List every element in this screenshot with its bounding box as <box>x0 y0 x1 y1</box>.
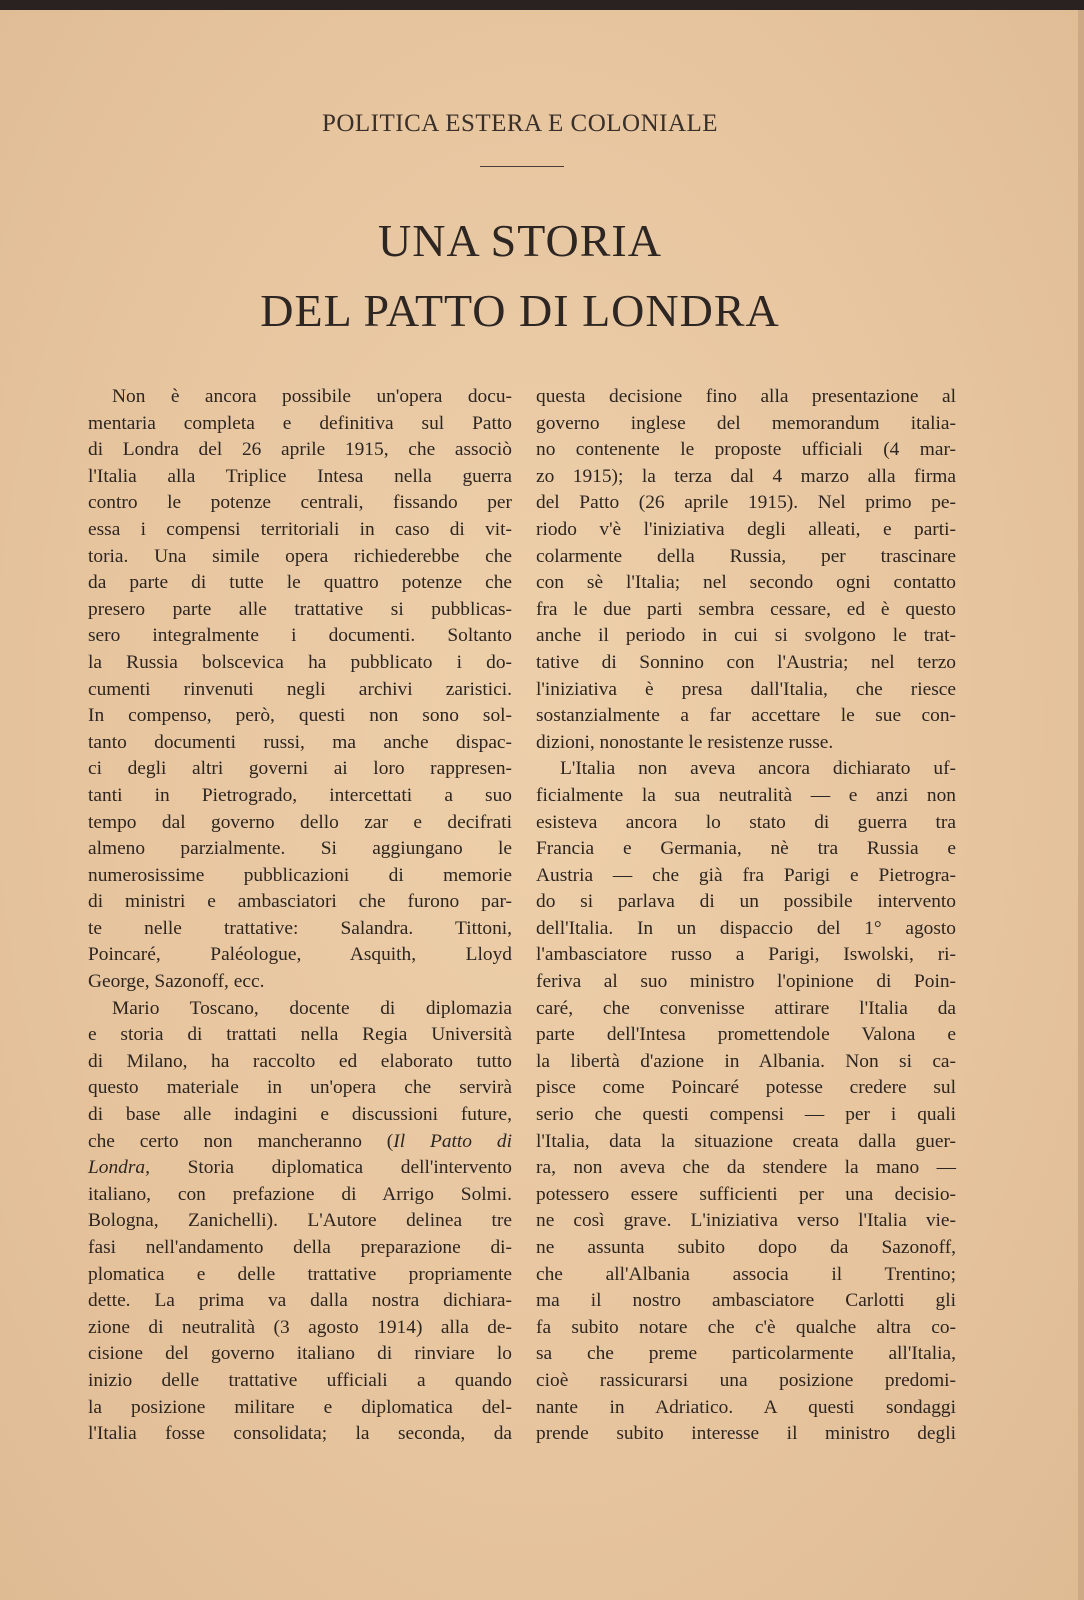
text-line: ne assunta subito dopo da Sazonoff, <box>536 1237 956 1258</box>
text-line: In compenso, però, questi non sono sol- <box>88 705 512 727</box>
text-line: colarmente della Russia, per trascinare <box>536 545 956 567</box>
text-line: mentaria completa e definitiva sul Patto <box>88 412 512 434</box>
text-line: cioè rassicurarsi una posizione predomi- <box>536 1369 956 1391</box>
text-line: prende subito interesse il ministro degli <box>536 1423 956 1445</box>
article-title-line-1: UNA STORIA <box>378 215 662 266</box>
text-line: esisteva ancora lo stato di guerra tra <box>536 811 956 833</box>
text-line: feriva al suo ministro l'opinione di Poin- <box>536 971 956 993</box>
text-line: cisione del governo italiano di rinviare lo <box>88 1343 512 1365</box>
text-line: dell'Italia. In un dispaccio del 1° agosto <box>536 917 956 939</box>
text-line: che all'Albania associa il Trentino; <box>536 1263 956 1285</box>
text-line: contro le potenze centrali, fissando per <box>88 492 512 514</box>
text-line: fa subito notare che c'è qualche altra co- <box>536 1316 956 1338</box>
text-line: fasi nell'andamento della preparazione di- <box>88 1237 512 1258</box>
text-line: no contenente le proposte ufficiali (4 mar- <box>536 439 956 461</box>
text-line: sero integralmente i documenti. Soltanto <box>88 625 512 647</box>
text-line <box>88 1155 512 1182</box>
text-line: con sè l'Italia; nel secondo ogni contatto <box>536 572 956 594</box>
text-line: l'ambasciatore russo a Parigi, Iswolski, ri- <box>536 944 956 966</box>
text-line: numerosissime pubblicazioni di memorie <box>88 864 512 886</box>
text-line: di ministri e ambasciatori che furono par- <box>88 891 512 913</box>
text-line: fra le due parti sembra cessare, ed è questo <box>536 598 956 620</box>
text-line: Austria — che già fra Parigi e Pietrogra- <box>536 864 956 886</box>
text-line: toria. Una simile opera richiederebbe che <box>88 545 512 567</box>
text-line: del Patto (26 aprile 1915). Nel primo pe- <box>536 492 956 514</box>
text-line: la libertà d'azione in Albania. Non si ca- <box>536 1050 956 1072</box>
book-title-italic: Il Patto di <box>393 1130 512 1152</box>
text-line: riodo v'è l'iniziativa degli alleati, e parti- <box>536 518 956 540</box>
text-line: tanto documenti russi, ma anche dispac- <box>88 731 512 753</box>
text-line: dizioni, nonostante le resistenze russe. <box>536 731 834 753</box>
text-line: dette. La prima va dalla nostra dichiara- <box>88 1290 512 1312</box>
text-line: George, Sazonoff, ecc. <box>88 971 265 993</box>
text-line: tanti in Pietrogrado, intercettati a suo <box>88 784 512 806</box>
text-fragment: che certo non mancheranno ( <box>88 1130 394 1152</box>
text-line: pisce come Poincaré potesse credere sul <box>536 1077 956 1099</box>
page-edge <box>1078 10 1084 1600</box>
text-line: almeno parzialmente. Si aggiungano le <box>88 838 512 860</box>
text-line: serio che questi compensi — per i quali <box>536 1104 956 1126</box>
document-page <box>0 10 1078 1600</box>
text-line: l'Italia, data la situazione creata dalla guer- <box>536 1130 956 1152</box>
section-heading: POLITICA ESTERA E COLONIALE <box>321 110 719 137</box>
text-line: governo inglese del memorandum italia- <box>536 412 956 434</box>
text-line: l'Italia fosse consolidata; la seconda, da <box>88 1423 512 1445</box>
text-line: plomatica e delle trattative propriamente <box>88 1263 512 1285</box>
text-line: essa i compensi territoriali in caso di vit- <box>88 518 512 540</box>
text-line: di base alle indagini e discussioni future, <box>88 1104 512 1126</box>
text-line: potessero essere sufficienti per una decisio- <box>536 1183 956 1205</box>
text-line: zo 1915); la terza dal 4 marzo alla firma <box>536 465 956 487</box>
text-line: da parte di tutte le quattro potenze che <box>88 572 512 594</box>
text-line: nante in Adriatico. A questi sondaggi <box>536 1396 956 1418</box>
text-line: ra, non aveva che da stendere la mano — <box>536 1157 956 1179</box>
text-line: ne così grave. L'iniziativa verso l'Italia vie- <box>536 1210 956 1232</box>
text-line: do si parlava di un possibile intervento <box>536 891 956 913</box>
text-line: ma il nostro ambasciatore Carlotti gli <box>536 1290 956 1312</box>
text-line: la posizione militare e diplomatica del- <box>88 1396 512 1418</box>
article-title <box>0 206 1040 346</box>
text-line: zione di neutralità (3 agosto 1914) alla de- <box>88 1316 512 1338</box>
text-line: Mario Toscano, docente di diplomazia <box>112 997 512 1019</box>
text-line: Non è ancora possibile un'opera docu- <box>112 386 512 407</box>
text-line: ficialmente la sua neutralità — e anzi non <box>536 784 956 806</box>
article-title-line-2: DEL PATTO DI LONDRA <box>260 285 780 336</box>
text-line: questa decisione fino alla presentazione al <box>536 386 956 407</box>
text-line: cumenti rinvenuti negli archivi zaristici. <box>88 678 512 700</box>
text-line: e storia di trattati nella Regia Università <box>88 1024 512 1046</box>
text-line: parte dell'Intesa promettendole Valona e <box>536 1024 956 1046</box>
book-title-italic: Londra, <box>88 1157 150 1179</box>
text-line: caré, che convenisse attirare l'Italia da <box>536 997 956 1019</box>
text-line: italiano, con prefazione di Arrigo Solmi. <box>88 1183 512 1205</box>
text-line: Bologna, Zanichelli). L'Autore delinea tre <box>88 1210 512 1232</box>
text-line: l'Italia alla Triplice Intesa nella guerra <box>88 465 512 487</box>
text-line: te nelle trattative: Salandra. Tittoni, <box>88 917 512 939</box>
text-line: la Russia bolscevica ha pubblicato i do- <box>88 651 512 673</box>
text-line: anche il periodo in cui si svolgono le trat- <box>536 625 956 647</box>
text-line: sostanzialmente a far accettare le sue con- <box>536 705 956 727</box>
text-line: tempo dal governo dello zar e decifrati <box>88 811 512 833</box>
text-line: inizio delle trattative ufficiali a quando <box>88 1369 512 1391</box>
right-column <box>536 384 956 1448</box>
text-line: L'Italia non aveva ancora dichiarato uf- <box>560 758 956 780</box>
text-fragment: Storia diplomatica dell'intervento <box>149 1157 512 1179</box>
text-line: questo materiale in un'opera che servirà <box>88 1077 512 1099</box>
text-line: di Milano, ha raccolto ed elaborato tutto <box>88 1050 512 1072</box>
left-column <box>88 384 512 1448</box>
text-line: tative di Sonnino con l'Austria; nel terzo <box>536 651 956 673</box>
heading-divider <box>480 166 564 167</box>
text-line: Poincaré, Paléologue, Asquith, Lloyd <box>88 944 512 966</box>
text-line: Francia e Germania, nè tra Russia e <box>536 838 956 860</box>
text-line <box>88 1129 512 1156</box>
text-line: l'iniziativa è presa dall'Italia, che riesce <box>536 678 956 700</box>
text-line: di Londra del 26 aprile 1915, che associò <box>88 439 512 461</box>
text-line: sa che preme particolarmente all'Italia, <box>536 1343 956 1365</box>
text-line: presero parte alle trattative si pubblicas- <box>88 598 512 620</box>
text-line: ci degli altri governi ai loro rappresen- <box>88 758 512 780</box>
